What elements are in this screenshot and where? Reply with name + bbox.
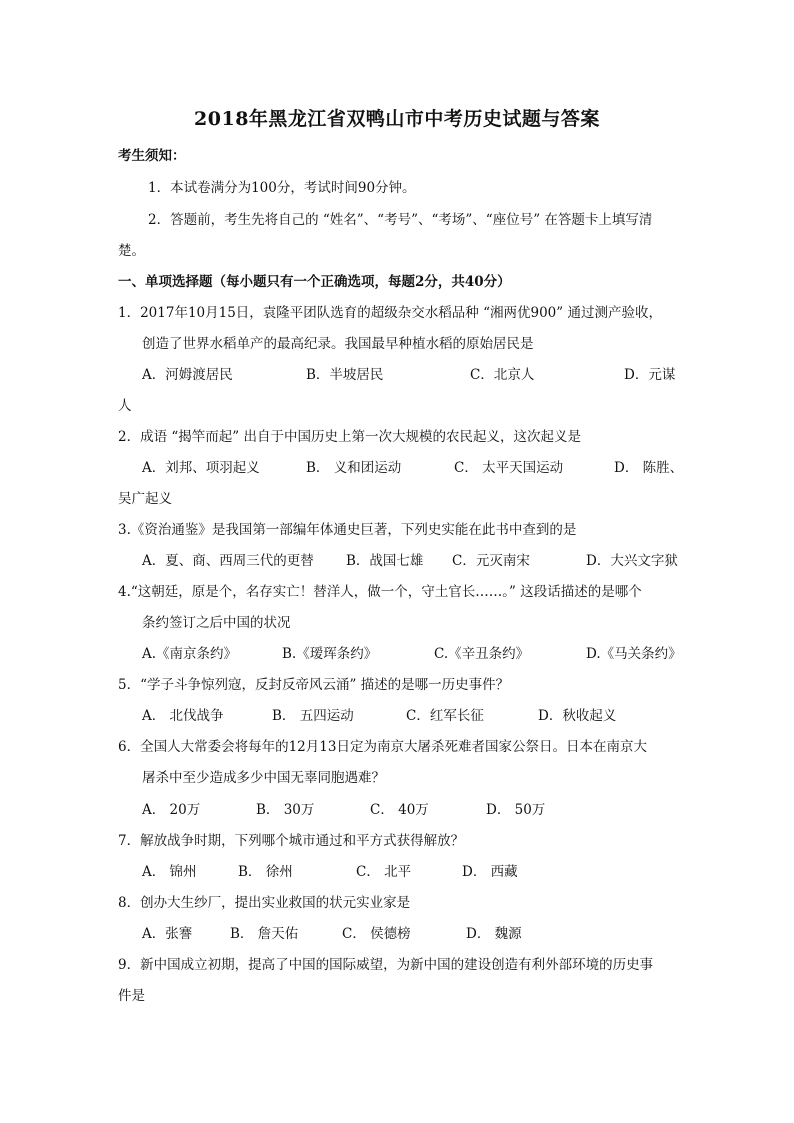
- question-option: C． 太平天国运动: [454, 460, 564, 476]
- question-option: B． 五四运动: [272, 708, 354, 724]
- question-option: B． 30万: [256, 802, 315, 818]
- question-option: D.《马关条约》: [586, 646, 682, 662]
- question-text: 8．创办大生纱厂，提出实业救国的状元实业家是: [118, 895, 411, 911]
- question-option: C． 侯德榜: [342, 926, 411, 942]
- question-option: C．元灭南宋: [452, 553, 530, 569]
- notice-item: 楚。: [118, 243, 145, 259]
- question-text: 件是: [118, 988, 145, 1004]
- question-text: 屠杀中至少造成多少中国无辜同胞遇难？: [142, 770, 385, 786]
- notice-item: 1．本试卷满分为100分，考试时间90分钟。: [148, 180, 416, 196]
- question-option: B．战国七雄: [346, 553, 424, 569]
- question-text: 9．新中国成立初期，提高了中国的国际威望，为新中国的建设创造有利外部环境的历史事: [118, 957, 654, 973]
- question-option: D．秋收起义: [538, 708, 617, 724]
- question-option-wrap: 人: [118, 398, 132, 414]
- question-option: A．河姆渡居民: [142, 367, 233, 383]
- question-option: D．元谋: [624, 367, 676, 383]
- question-text: 创造了世界水稻单产的最高纪录。我国最早种植水稻的原始居民是: [142, 336, 534, 352]
- notice-heading: 考生须知：: [118, 148, 186, 164]
- question-option-wrap: 吴广起义: [118, 491, 172, 507]
- question-option: A． 锦州: [142, 864, 197, 880]
- question-option: A.《南京条约》: [142, 646, 238, 662]
- question-option: D． 陈胜、: [614, 460, 684, 476]
- question-option: A．刘邦、项羽起义: [142, 460, 260, 476]
- question-option: C.《辛丑条约》: [434, 646, 530, 662]
- question-text: 条约签订之后中国的状况: [142, 615, 291, 631]
- question-option: B.《瑷珲条约》: [282, 646, 378, 662]
- question-option: D． 魏源: [466, 926, 522, 942]
- section-heading: 一、单项选择题（每小题只有一个正确选项，每题2分，共40分）: [118, 274, 511, 290]
- question-text: 1．2017年10月15日，袁隆平团队选育的超级杂交水稻品种 “湘两优900” 通过测产验收，: [118, 305, 662, 321]
- question-option: A． 20万: [142, 802, 201, 818]
- question-option: D． 50万: [486, 802, 546, 818]
- question-option: B． 义和团运动: [306, 460, 402, 476]
- question-option: D． 西藏: [462, 864, 518, 880]
- question-option: C． 北平: [356, 864, 412, 880]
- question-option: D．大兴文字狱: [586, 553, 678, 569]
- question-option: C．北京人: [470, 367, 535, 383]
- question-option: B．半坡居民: [306, 367, 384, 383]
- question-option: A．夏、商、西周三代的更替: [142, 553, 314, 569]
- page-title: 2018年黑龙江省双鸭山市中考历史试题与答案: [194, 108, 600, 130]
- question-option: C． 40万: [370, 802, 429, 818]
- question-option: B． 詹天佑: [230, 926, 299, 942]
- notice-item: 2．答题前，考生先将自己的 “姓名”、“考号”、“考场”、“座位号” 在答题卡上填写清: [148, 212, 653, 228]
- question-option: A．张謇: [142, 926, 193, 942]
- question-text: 2．成语 “揭竿而起” 出自于中国历史上第一次大规模的农民起义，这次起义是: [118, 429, 581, 445]
- question-text: 4.“这朝廷，原是个，名存实亡！替洋人，做一个，守土官长……。” 这段话描述的是哪个: [118, 584, 642, 600]
- question-option: C．红军长征: [406, 708, 484, 724]
- question-text: 7．解放战争时期，下列哪个城市通过和平方式获得解放？: [118, 833, 465, 849]
- question-option: B． 徐州: [238, 864, 293, 880]
- question-text: 3.《资治通鉴》是我国第一部编年体通史巨著，下列史实能在此书中查到的是: [118, 522, 577, 538]
- question-text: 5．“学子斗争惊列寇，反封反帝风云涌” 描述的是哪一历史事件？: [118, 677, 510, 693]
- question-text: 6．全国人大常委会将每年的12月13日定为南京大屠杀死难者国家公祭日。日本在南京大: [118, 739, 647, 755]
- question-option: A． 北伐战争: [142, 708, 224, 724]
